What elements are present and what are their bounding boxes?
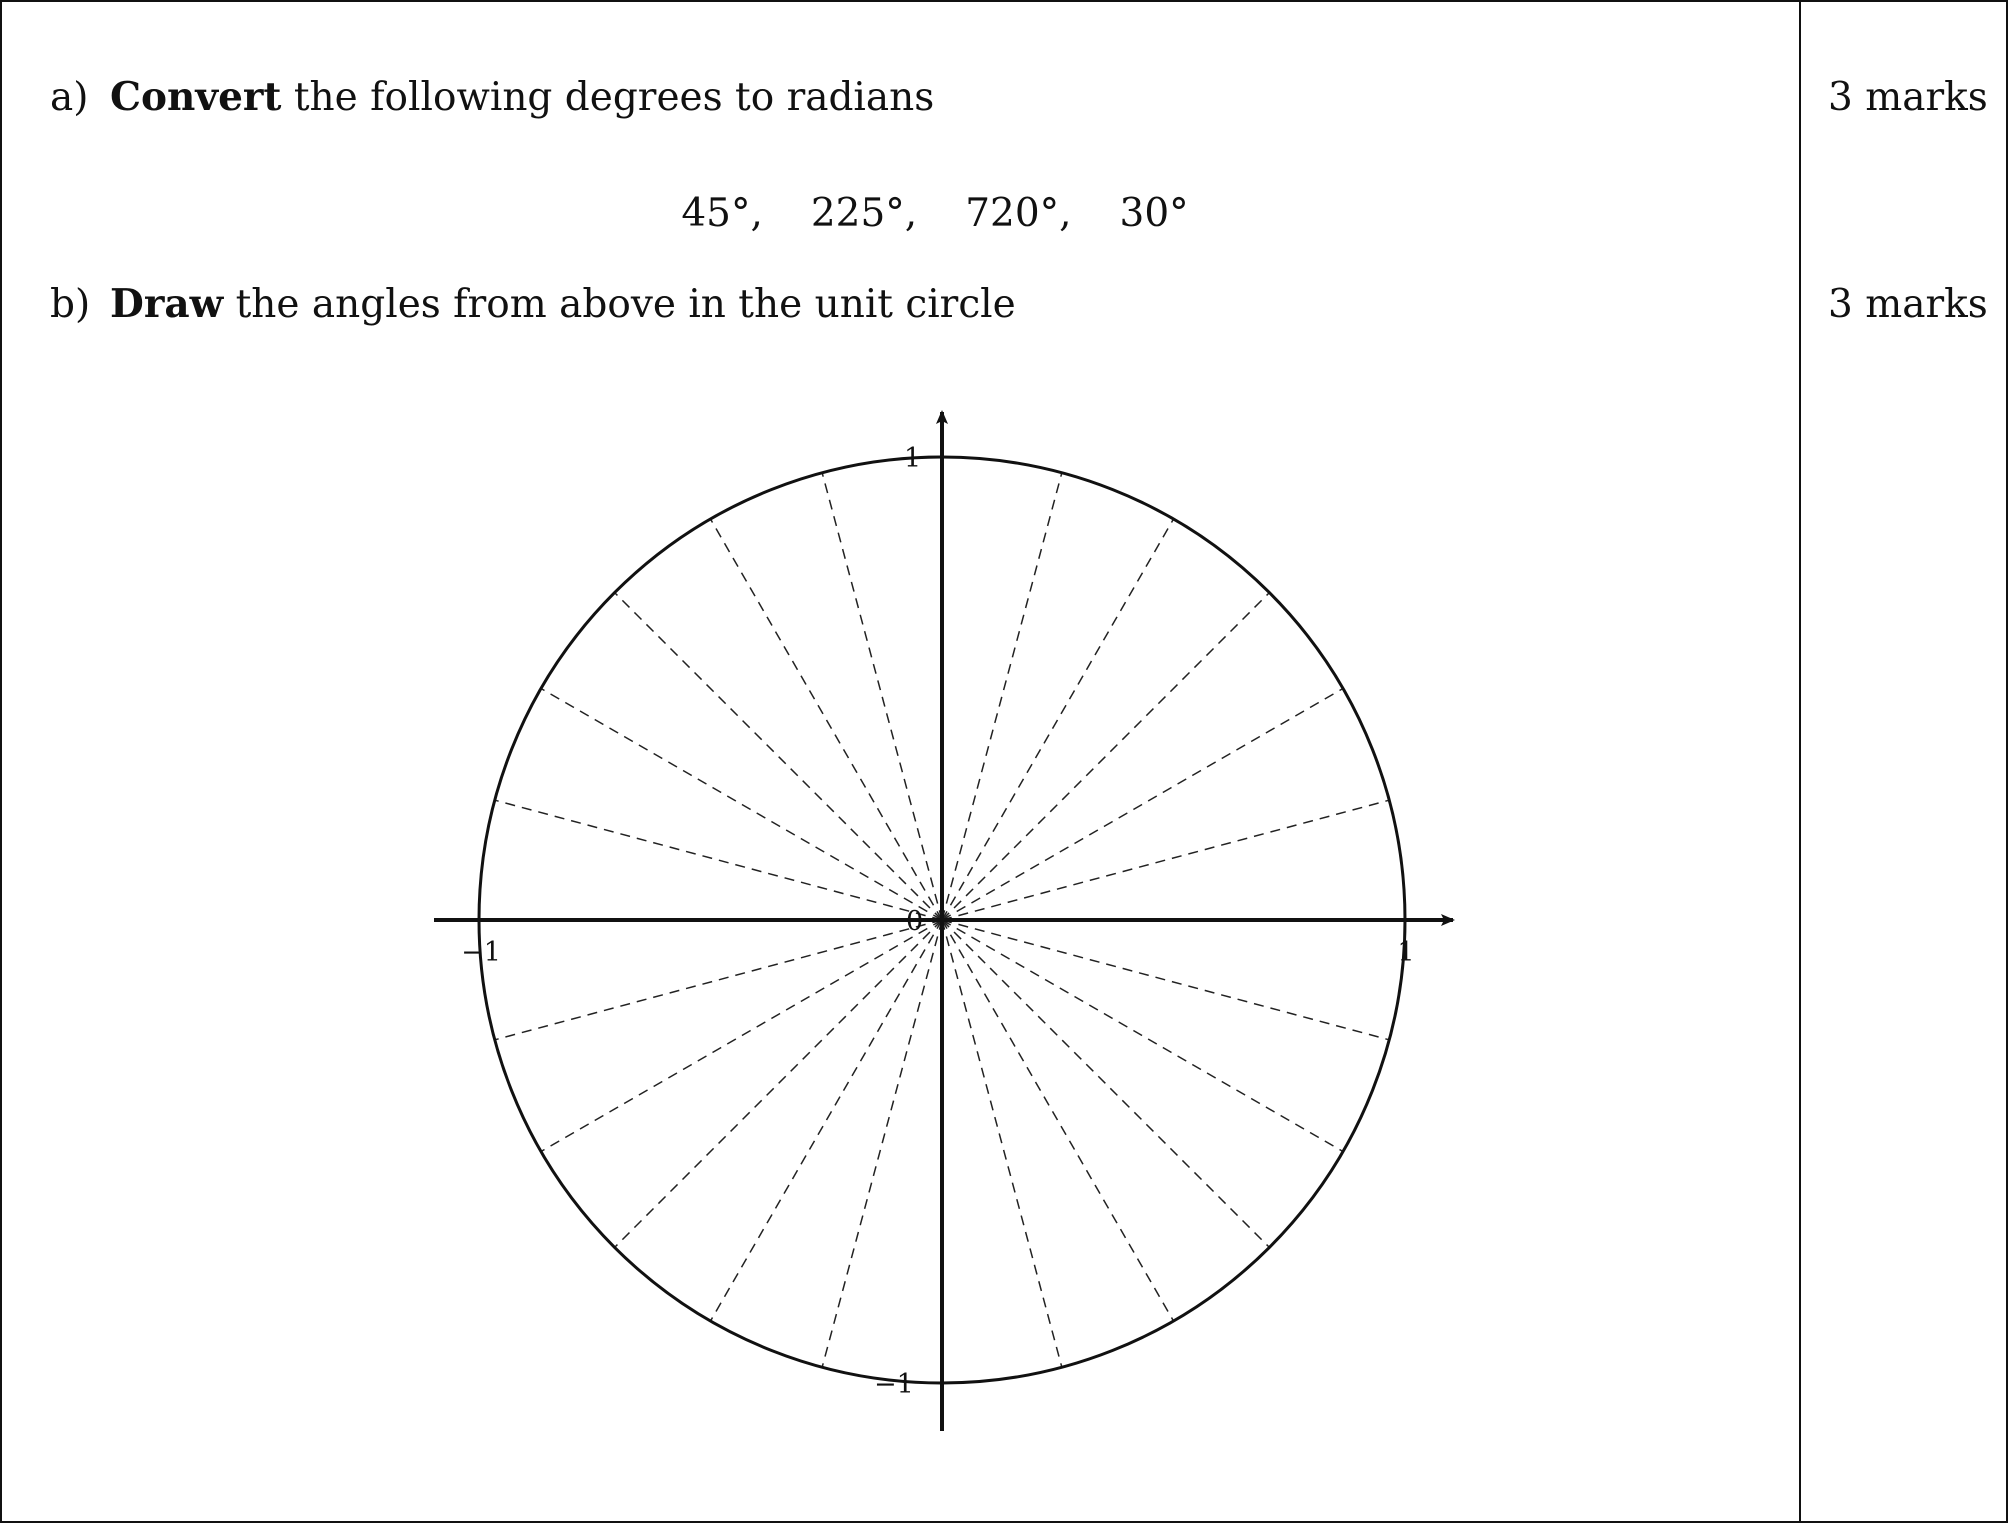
guide-ray-195: [495, 920, 942, 1040]
guide-ray-315: [942, 920, 1269, 1247]
guide-ray-60: [942, 519, 1174, 920]
guide-ray-45: [942, 593, 1269, 920]
question-a-label: a): [50, 75, 89, 120]
guide-ray-165: [495, 800, 942, 920]
degree-value: 30°: [1119, 191, 1189, 236]
guide-ray-75: [942, 473, 1062, 920]
question-a-instruction: the following degrees to radians: [281, 75, 935, 120]
y-pos-tick-label: 1: [904, 443, 922, 474]
guide-ray-150: [541, 689, 942, 921]
origin-label: 0: [906, 906, 924, 937]
question-b-verb: Draw: [110, 281, 224, 327]
guide-ray-105: [822, 473, 942, 920]
question-b-instruction: the angles from above in the unit circle: [223, 282, 1016, 327]
guide-ray-255: [822, 920, 942, 1367]
degree-value: 225°,: [810, 191, 918, 236]
question-b-marks: 3 marks: [1828, 282, 1988, 327]
guide-ray-300: [942, 920, 1174, 1321]
question-a-marks: 3 marks: [1828, 75, 1988, 120]
guide-ray-285: [942, 920, 1062, 1367]
degree-value: 45°,: [681, 191, 763, 236]
guide-ray-240: [711, 920, 943, 1321]
x-neg-tick-label: −1: [461, 937, 501, 968]
degree-value: 720°,: [965, 191, 1072, 236]
x-pos-tick-label: 1: [1397, 937, 1415, 968]
guide-ray-330: [942, 920, 1343, 1152]
guide-ray-225: [615, 920, 942, 1247]
guide-ray-345: [942, 920, 1389, 1040]
guide-ray-135: [615, 593, 942, 920]
guide-ray-210: [541, 920, 942, 1152]
guide-ray-30: [942, 689, 1343, 921]
guide-ray-120: [711, 519, 943, 920]
guide-ray-15: [942, 800, 1389, 920]
question-b-label: b): [50, 282, 91, 327]
question-a-verb: Convert: [110, 74, 282, 120]
y-neg-tick-label: −1: [874, 1369, 914, 1400]
